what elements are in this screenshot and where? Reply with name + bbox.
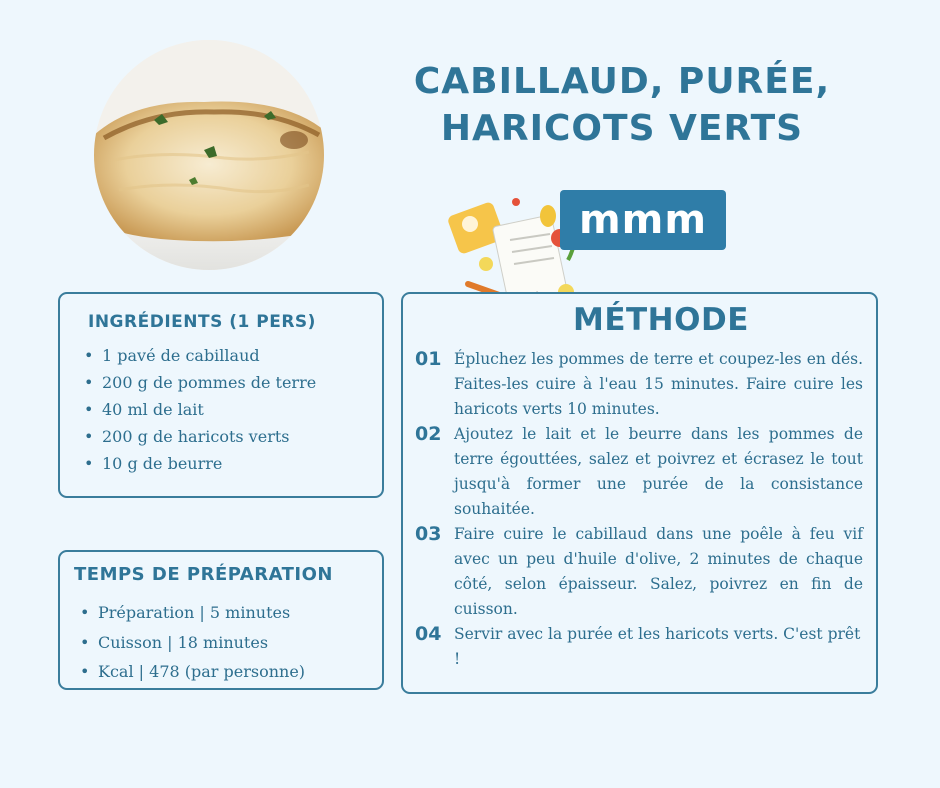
step-text: Épluchez les pommes de terre et coupez-les en dés. Faites-les cuire à l'eau 15 minutes. Faire cuire les haricots verts 10 minutes. <box>454 350 863 418</box>
method-step <box>415 622 863 672</box>
recipe-title <box>372 58 872 152</box>
ingredient-item: • 1 pavé de cabillaud <box>82 342 316 369</box>
ingredients-heading: INGRÉDIENTS (1 PERS) <box>88 312 316 332</box>
cod-fillet-photo <box>94 40 324 270</box>
prep-time-item: • Préparation | 5 minutes <box>78 598 305 628</box>
ingredient-item: • 200 g de pommes de terre <box>82 369 316 396</box>
prep-time-list <box>78 598 305 687</box>
step-number: 02 <box>415 423 442 445</box>
method-step <box>415 522 863 622</box>
recipe-title-line-2: HARICOTS VERTS <box>440 108 804 149</box>
mmm-badge: mmm <box>560 190 726 250</box>
prep-time-box <box>58 550 384 690</box>
method-box <box>401 292 878 694</box>
prep-time-heading: TEMPS DE PRÉPARATION <box>74 564 333 585</box>
recipe-title-line-1: CABILLAUD, PURÉE, <box>413 61 831 102</box>
ingredients-list <box>82 342 316 477</box>
step-number: 03 <box>415 523 442 545</box>
method-step <box>415 422 863 522</box>
ingredient-item: • 200 g de haricots verts <box>82 423 316 450</box>
prep-time-item: • Kcal | 478 (par personne) <box>78 657 305 687</box>
step-number: 04 <box>415 623 442 645</box>
step-text: Ajoutez le lait et le beurre dans les pommes de terre égouttées, salez et poivrez et écrasez le tout jusqu'à former une purée de la consistance souhaitée. <box>454 425 863 518</box>
ingredients-box <box>58 292 384 498</box>
step-text: Servir avec la purée et les haricots verts. C'est prêt ! <box>454 625 861 668</box>
ingredient-item: • 10 g de beurre <box>82 450 316 477</box>
step-text: Faire cuire le cabillaud dans une poêle à feu vif avec un peu d'huile d'olive, 2 minutes de chaque côté, selon épaisseur. Salez, poivrez en fin de cuisson. <box>454 525 863 618</box>
method-heading: MÉTHODE <box>573 302 749 338</box>
ingredient-item: • 40 ml de lait <box>82 396 316 423</box>
method-step <box>415 347 863 422</box>
step-number: 01 <box>415 348 442 370</box>
prep-time-item: • Cuisson | 18 minutes <box>78 628 305 658</box>
